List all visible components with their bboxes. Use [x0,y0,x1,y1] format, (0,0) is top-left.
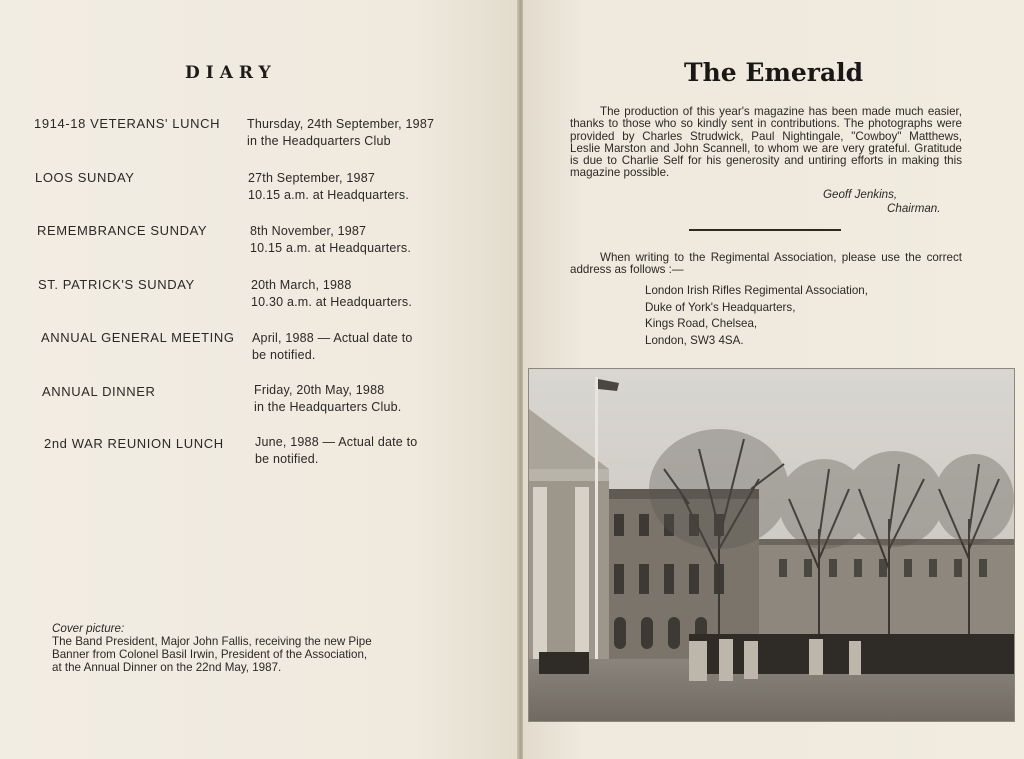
address-line: Duke of York's Headquarters, [645,300,796,314]
cover-line: The Band President, Major John Fallis, receiving the new Pipe [52,635,372,648]
event-location: 10.30 a.m. at Headquarters. [251,295,413,309]
event-detail [248,170,409,204]
event-date: June, 1988 — Actual date to [255,435,418,449]
event-date: Thursday, 24th September, 1987 [247,117,435,131]
event-detail [254,382,401,416]
event-location: be notified. [252,348,316,362]
address-line: Kings Road, Chelsea, [645,317,758,330]
address-block [645,283,868,349]
headquarters-photo [528,368,1015,722]
masthead: The Emerald [684,58,864,87]
event-location: in the Headquarters Club. [254,400,402,414]
event-date: 20th March, 1988 [251,278,352,292]
event-name: 1914-18 VETERANS' LUNCH [34,116,221,131]
cover-caption [52,622,472,674]
event-detail [251,277,412,311]
event-date: April, 1988 — Actual date to [252,331,413,345]
diary-title: DIARY [185,63,277,83]
writing-note: When writing to the Regimental Association, please use the correct address as follows :— [570,251,962,277]
event-detail [250,223,411,257]
event-location: 10.15 a.m. at Headquarters. [250,241,412,255]
event-date: 27th September, 1987 [248,171,376,185]
event-date: Friday, 20th May, 1988 [254,383,385,397]
event-name: ANNUAL DINNER [42,384,156,399]
event-detail [255,434,417,468]
signature-title: Chairman. [887,202,941,215]
cover-line: Banner from Colonel Basil Irwin, President of the Association, [52,648,368,661]
signature-name: Geoff Jenkins, [823,188,898,201]
event-name: ST. PATRICK'S SUNDAY [38,277,195,292]
address-line: London, SW3 4SA. [645,333,744,347]
event-date: 8th November, 1987 [250,224,367,238]
event-name: REMEMBRANCE SUNDAY [37,223,208,238]
address-line: London Irish Rifles Regimental Association, [645,284,868,297]
intro-paragraph: The production of this year's magazine has been made much easier, thanks to those who so kindly sent in contributions. The photographs were provided by Charles Strudwick, Paul Nightingale, "Cowboy" Matthews, Leslie Marston and John Scannell, to whom we are very grateful. Gratitude is due to Charlie Self for his generosity and untiring efforts in making this magazine possible. [570,105,962,180]
event-location: in the Headquarters Club [247,134,391,148]
event-location: be notified. [255,452,319,466]
cover-line: at the Annual Dinner on the 22nd May, 1987. [52,661,282,674]
event-detail [252,330,413,364]
cover-heading: Cover picture: [52,622,125,635]
event-location: 10.15 a.m. at Headquarters. [248,188,410,202]
event-name: ANNUAL GENERAL MEETING [41,330,235,345]
event-name: 2nd WAR REUNION LUNCH [44,436,224,451]
event-detail [247,116,434,150]
event-name: LOOS SUNDAY [35,170,135,185]
divider [689,229,841,231]
